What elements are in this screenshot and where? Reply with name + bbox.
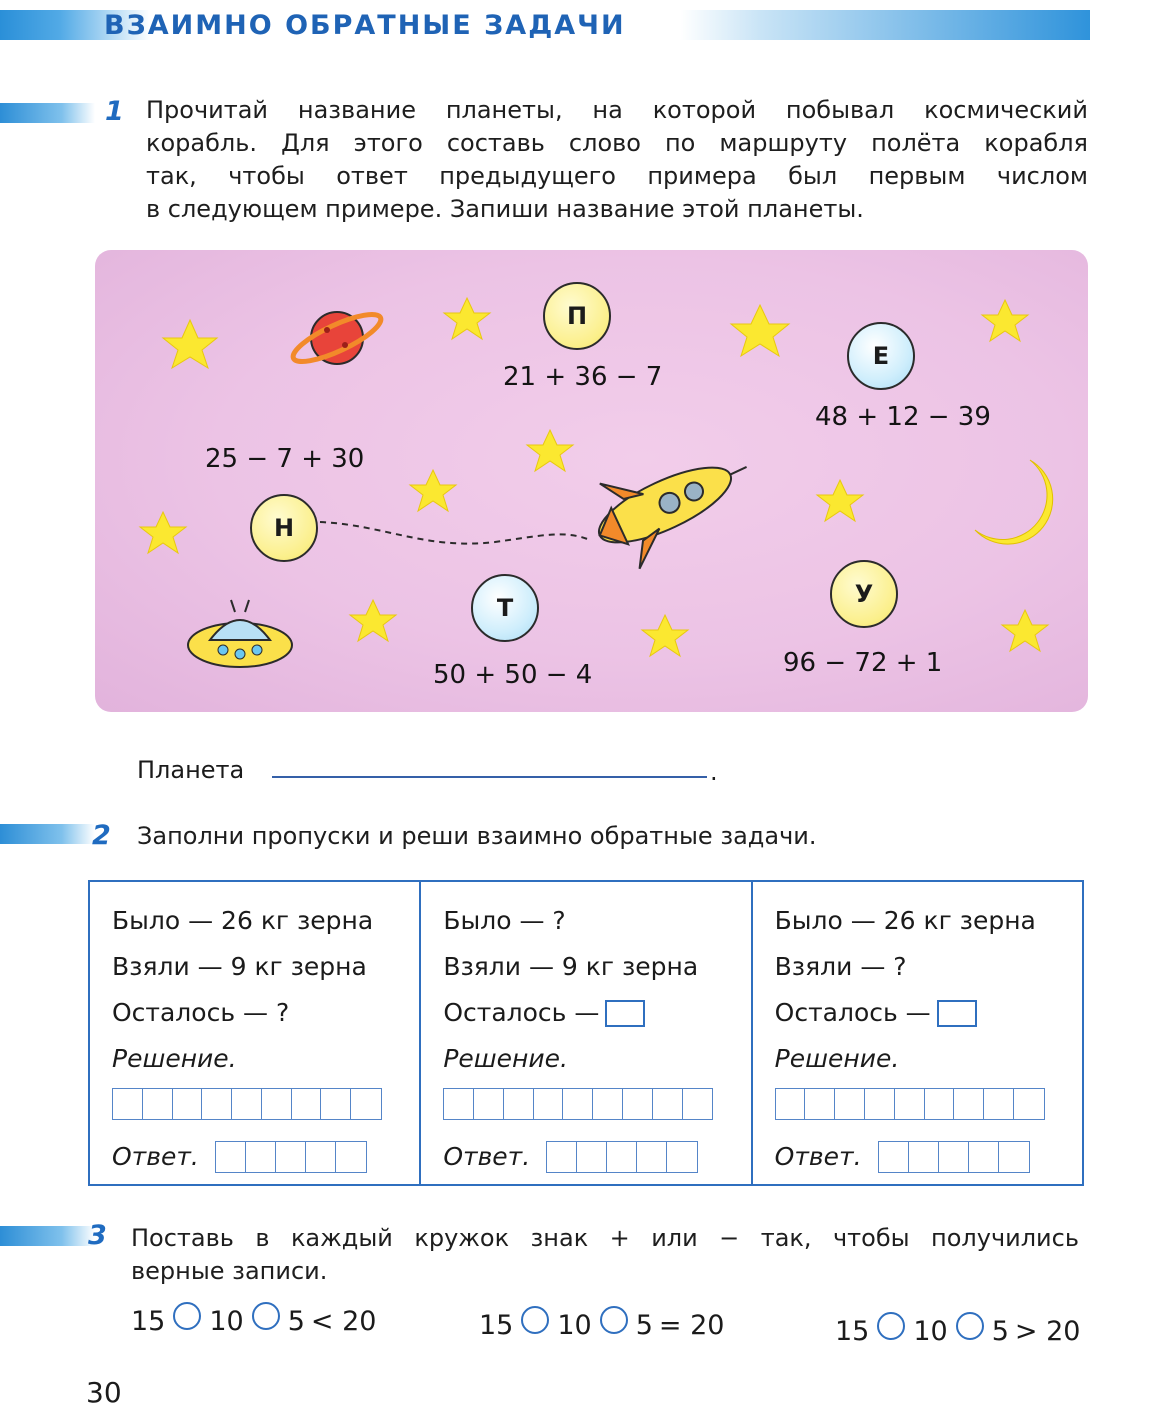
planet-expression: 50 + 50 − 4 — [433, 660, 593, 690]
star-icon — [140, 512, 186, 553]
problem-line — [443, 990, 750, 1036]
star-icon — [731, 305, 789, 356]
route-path — [320, 522, 590, 544]
saturn-icon — [288, 306, 386, 370]
planet-n — [250, 494, 318, 562]
problem-cell — [421, 882, 752, 1184]
planet-expression: 25 − 7 + 30 — [205, 444, 365, 474]
solution-label: Решение. — [112, 1044, 237, 1073]
answer-label: Ответ. — [443, 1142, 531, 1171]
page-title: ВЗАИМНО ОБРАТНЫЕ ЗАДАЧИ — [104, 10, 626, 41]
planet-letter: Т — [496, 594, 514, 622]
task1-line: корабль. Для этого составь слово по маршруту полёта корабля — [146, 129, 1088, 157]
star-icon — [444, 298, 490, 339]
ineq-number: 15 — [835, 1316, 870, 1347]
task3-stripe — [0, 1226, 95, 1246]
problem-cell — [753, 882, 1082, 1184]
planet-expression: 96 − 72 + 1 — [783, 648, 943, 678]
star-icon — [350, 600, 396, 641]
ineq-number: 15 — [131, 1306, 166, 1337]
task1-line: так, чтобы ответ предыдущего примера был первым числом — [146, 162, 1088, 190]
sign-circle[interactable] — [600, 1306, 628, 1334]
planet-letter: Е — [872, 342, 890, 370]
answer-boxes[interactable] — [215, 1141, 367, 1173]
page-number: 30 — [86, 1376, 122, 1409]
star-icon — [817, 480, 863, 521]
problem-cell — [90, 882, 421, 1184]
ineq-number: 5 — [991, 1316, 1009, 1347]
planet-letter: П — [566, 302, 588, 330]
sign-circle[interactable] — [252, 1302, 280, 1330]
ineq-number: 10 — [557, 1310, 592, 1341]
solution-boxes[interactable] — [775, 1088, 1045, 1120]
space-illustration — [95, 250, 1088, 712]
sign-circle[interactable] — [521, 1306, 549, 1334]
ineq-number: 10 — [913, 1316, 948, 1347]
planet-p — [543, 282, 611, 350]
star-icon — [982, 300, 1028, 341]
problem-line: Было — 26 кг зерна — [774, 906, 1036, 935]
problem-line-text: Осталось — — [443, 998, 600, 1027]
ineq-number: 10 — [209, 1306, 244, 1337]
task1-line: в следующем примере. Запиши название этой планеты. — [146, 195, 864, 223]
task3-line: Поставь в каждый кружок знак + или − так, чтобы получились — [131, 1224, 1079, 1252]
blank-input-box[interactable] — [937, 1000, 977, 1027]
problem-line-text: Осталось — — [774, 998, 931, 1027]
answer-label: Ответ. — [774, 1142, 862, 1171]
inequality — [131, 1306, 376, 1337]
ineq-number: 15 — [479, 1310, 514, 1341]
task2-number: 2 — [92, 820, 111, 851]
planet-u — [830, 560, 898, 628]
solution-label: Решение. — [443, 1044, 568, 1073]
blank-input-box[interactable] — [605, 1000, 645, 1027]
planet-expression: 21 + 36 − 7 — [503, 362, 663, 392]
rocket-icon — [580, 424, 767, 578]
problem-line: Взяли — 9 кг зерна — [443, 952, 699, 981]
task2-stripe — [0, 824, 95, 844]
problem-line: Было — ? — [443, 906, 566, 935]
task1-line: Прочитай названиe планеты, на которой побывал космический — [146, 96, 1088, 124]
task3-number: 3 — [88, 1220, 107, 1251]
ineq-number: 5 — [287, 1306, 305, 1337]
task2-text: Заполни пропуски и реши взаимно обратные задачи. — [137, 822, 817, 850]
planet-answer-dot: . — [710, 758, 718, 786]
solution-label: Решение. — [774, 1044, 900, 1073]
problem-line: Осталось — ? — [112, 998, 290, 1027]
problem-line: Взяли — ? — [774, 952, 907, 981]
moon-icon — [975, 460, 1053, 544]
task3-text — [131, 1222, 1079, 1288]
problem-line — [775, 990, 1082, 1036]
solution-boxes[interactable] — [443, 1088, 713, 1120]
star-icon — [527, 430, 573, 471]
planet-e — [847, 322, 915, 390]
star-icon — [410, 470, 456, 511]
ineq-relation: = 20 — [658, 1310, 725, 1341]
planet-letter: Н — [273, 514, 295, 542]
ufo-icon — [188, 600, 292, 667]
answer-boxes[interactable] — [546, 1141, 698, 1173]
task3-line: верные записи. — [131, 1257, 328, 1285]
sign-circle[interactable] — [877, 1312, 905, 1340]
planet-t — [471, 574, 539, 642]
task1-number: 1 — [105, 96, 124, 127]
solution-boxes[interactable] — [112, 1088, 382, 1120]
star-icon — [1002, 610, 1048, 651]
problem-line: Взяли — 9 кг зерна — [112, 952, 367, 981]
star-icon — [642, 615, 688, 656]
task2-table — [88, 880, 1084, 1186]
sign-circle[interactable] — [173, 1302, 201, 1330]
inequality — [835, 1316, 1080, 1347]
task1-stripe — [0, 103, 95, 123]
inequality — [479, 1310, 724, 1341]
ineq-relation: > 20 — [1014, 1316, 1081, 1347]
answer-label: Ответ. — [112, 1142, 199, 1171]
planet-answer-line[interactable] — [272, 776, 707, 778]
task1-text — [146, 94, 1088, 226]
answer-boxes[interactable] — [878, 1141, 1030, 1173]
ineq-relation: < 20 — [310, 1306, 377, 1337]
sign-circle[interactable] — [956, 1312, 984, 1340]
star-icon — [163, 320, 217, 368]
ineq-number: 5 — [635, 1310, 653, 1341]
problem-line: Было — 26 кг зерна — [112, 906, 374, 935]
planet-expression: 48 + 12 − 39 — [815, 402, 991, 432]
planet-letter: У — [854, 580, 874, 608]
planet-answer-label: Планета — [137, 756, 245, 784]
